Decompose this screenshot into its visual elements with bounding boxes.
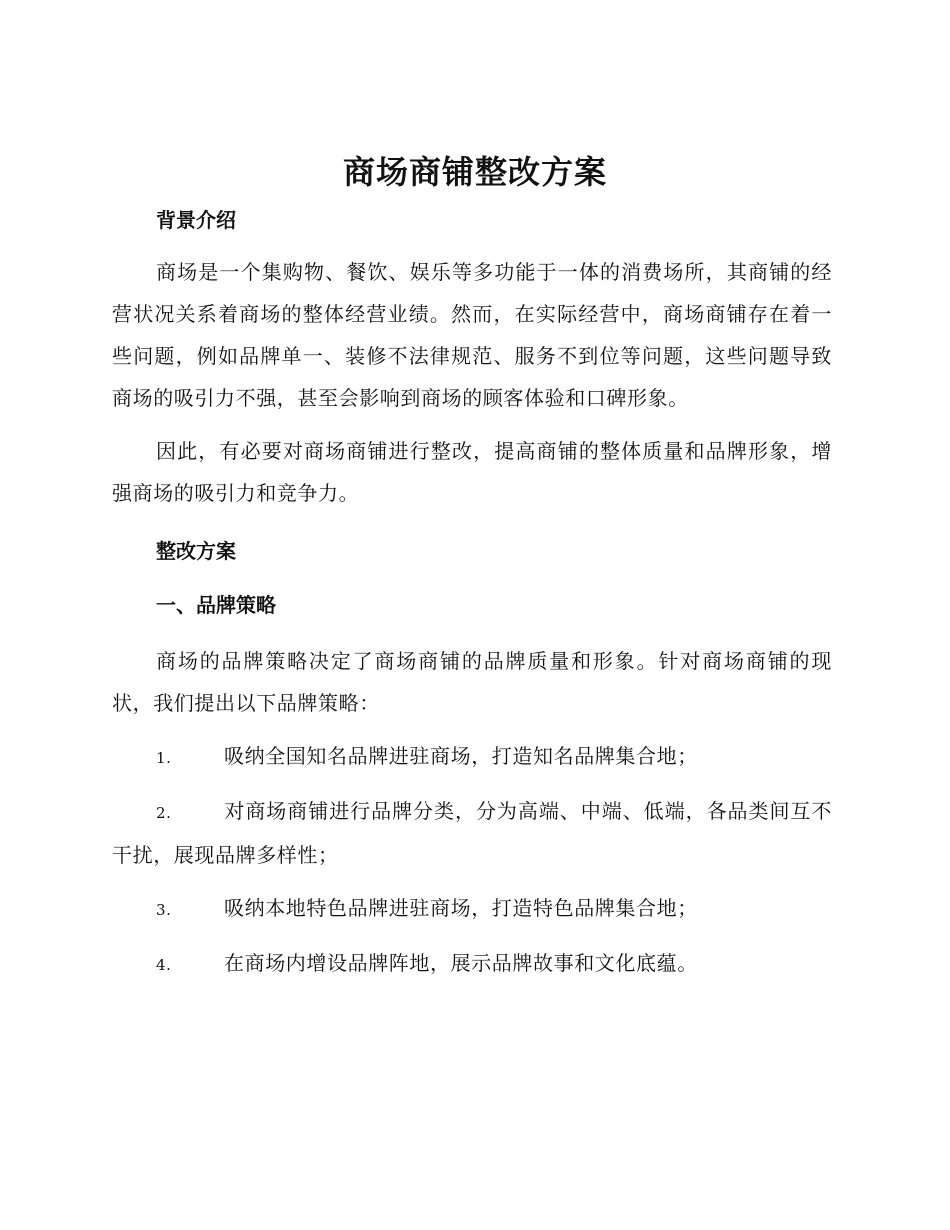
section-heading-plan: 整改方案: [156, 539, 236, 563]
list-item: [112, 790, 832, 876]
brand-intro-paragraph: 商场的品牌策略决定了商场商铺的品牌质量和形象。针对商场商铺的现状，我们提出以下品牌策略：: [112, 649, 832, 715]
list-item-text: 吸纳全国知名品牌进驻商场，打造知名品牌集合地；: [224, 744, 698, 768]
background-paragraph-1: 商场是一个集购物、餐饮、娱乐等多功能于一体的消费场所，其商铺的经营状况关系着商场的整体经营业绩。然而，在实际经营中，商场商铺存在着一些问题，例如品牌单一、装修不法律规范、服务不到位等问题，这些问题导致商场的吸引力不强，甚至会影响到商场的顾客体验和口碑形象。: [112, 260, 832, 410]
list-item-text: 吸纳本地特色品牌进驻商场，打造特色品牌集合地；: [224, 896, 698, 920]
background-paragraph-2: 因此，有必要对商场商铺进行整改，提高商铺的整体质量和品牌形象，增强商场的吸引力和竞争力。: [112, 439, 832, 505]
document-body: [112, 203, 832, 986]
list-item: [112, 735, 832, 779]
list-item-number: 1.: [156, 749, 172, 767]
list-item-text: 对商场商铺进行品牌分类，分为高端、中端、低端，各品类间互不干扰，展现品牌多样性；: [112, 799, 832, 867]
list-item-number: 2.: [156, 804, 172, 822]
list-item-text: 在商场内增设品牌阵地，展示品牌故事和文化底蕴。: [224, 951, 698, 975]
subsection-heading-brand: 一、品牌策略: [156, 593, 276, 617]
list-item: [112, 887, 832, 931]
list-item: [112, 942, 832, 986]
list-item-number: 4.: [156, 956, 172, 974]
list-item-number: 3.: [156, 901, 172, 919]
document-title: 商场商铺整改方案: [342, 153, 607, 191]
section-heading-background: 背景介绍: [156, 208, 236, 232]
